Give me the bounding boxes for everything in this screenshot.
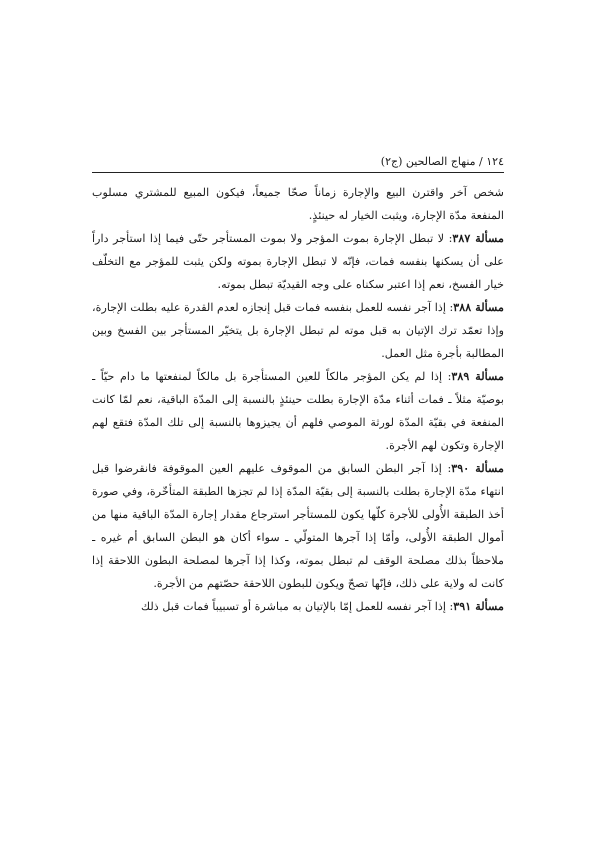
issue-title: مسألة ٣٨٧: [452, 231, 504, 245]
paragraph-text: : إذا آجر نفسه للعمل بنفسه فمات قبل إنجازه لعدم القدرة عليه بطلت الإجارة، وإذا تعمّد ترك الإتيان به قبل موته لم تبطل الإجارة بل يتخيّر المستأجر بين الفسخ وبين المطالبة بأجرة مثل العمل.: [92, 301, 504, 360]
paragraph-issue-391: [92, 595, 504, 618]
issue-title: مسألة ٣٨٨: [453, 300, 504, 314]
text-body: [92, 181, 504, 761]
paragraph-issue-387: [92, 227, 504, 296]
issue-title: مسألة ٣٨٩: [451, 369, 504, 383]
header-divider: [92, 172, 504, 173]
paragraph-text: : إذا آجر البطن السابق من الموقوف عليهم العين الموقوفة فانقرضوا قبل انتهاء مدّة الإجارة بطلت بالنسبة إلى بقيّة المدّة إذا لم تجزها الطبقة المتأخّرة، وفي صورة أخذ الطبقة الأُولى للأجرة كلّها يكون للمستأجر استرجاع مقدار إجارة المدّة الباقية منها من أموال الطبقة الأُولى، وأمّا إذا آجرها المتولّي ـ سواء أكان هو البطن السابق أم غيره ـ ملاحظاً بذلك مصلحة الوقف لم تبطل بموته، وكذا إذا آجرها لمصلحة البطون اللاحقة إذا كانت له ولاية على ذلك، فإنّها تصحّ ويكون للبطون اللاحقة حصّتهم من الأجرة.: [92, 462, 504, 590]
paragraph-text: شخص آخر واقترن البيع والإجارة زماناً صحّا جميعاً، فيكون المبيع للمشتري مسلوب المنفعة مدّة الإجارة، ويثبت الخيار له حينئذٍ.: [92, 186, 504, 222]
page-header: [92, 153, 504, 171]
issue-title: مسألة ٣٩٠: [451, 461, 504, 475]
paragraph-continuation: [92, 181, 504, 227]
paragraph-issue-388: [92, 296, 504, 365]
paragraph-text: : إذا لم يكن المؤجر مالكاً للعين المستأجرة بل مالكاً لمنفعتها ما دام حيّاً ـ بوصيّة مثلاً ـ فمات أثناء مدّة الإجارة بطلت حينئذٍ بالنسبة إلى المدّة الباقية، نعم لمّا كانت المنفعة في بقيّة المدّة لورثة الموصي فلهم أن يجيزوها بالنسبة إلى تلك المدّة فتقع لهم الإجارة وتكون لهم الأجرة.: [92, 370, 504, 452]
page-number-title: ١٢٤ / منهاج الصالحين (ج٢): [380, 155, 504, 168]
paragraph-issue-389: [92, 365, 504, 457]
paragraph-issue-390: [92, 457, 504, 595]
paragraph-text: : لا تبطل الإجارة بموت المؤجر ولا بموت المستأجر حتّى فيما إذا استأجر داراً على أن يسكنها بنفسه فمات، فإنّه لا تبطل الإجارة بموته ولكن يثبت للمؤجر مع التخلّف خيار الفسخ، نعم إذا اعتبر سكناه على وجه القيديّة تبطل بموته.: [92, 232, 504, 291]
issue-title: مسألة ٣٩١: [453, 599, 504, 613]
paragraph-text: : إذا آجر نفسه للعمل إمّا بالإتيان به مباشرة أو تسبيباً فمات قبل ذلك: [140, 600, 454, 613]
